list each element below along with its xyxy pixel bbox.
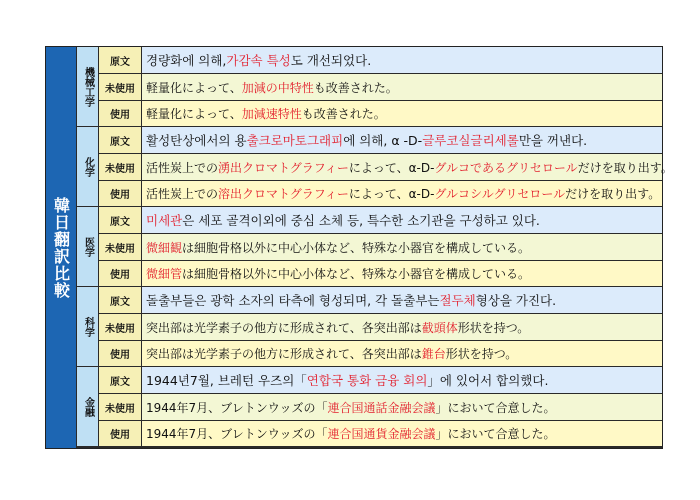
- row-type-label: 使用: [99, 261, 141, 286]
- sentence-text: [142, 207, 662, 233]
- row-type-label: 使用: [99, 341, 141, 366]
- sentence-segment: も改善された。: [301, 107, 386, 121]
- row-type-label: 原文: [99, 127, 141, 153]
- sentence-segment: 경량화에 의해,: [146, 53, 227, 68]
- highlighted-term: 연합국 통화 금융 회의: [306, 373, 428, 388]
- sentence-text: [142, 314, 662, 340]
- sentence-segment: 돌출부들은 광학 소자의 타측에 형성되며, 각 돌출부는: [146, 293, 440, 308]
- table-row: [99, 181, 662, 206]
- side-title: 韓日翻訳比較: [46, 47, 76, 448]
- sentence-text: [142, 47, 662, 73]
- sentence-text: [142, 367, 662, 393]
- table-row: [99, 314, 662, 340]
- sentence-segment: 形状を持つ。: [445, 347, 518, 361]
- highlighted-term: 加減速特性: [241, 107, 302, 121]
- highlighted-term: 連合国通貨金融会議: [327, 427, 436, 441]
- highlighted-term: 連合国通話金融会議: [327, 400, 436, 415]
- table-row: [99, 341, 662, 366]
- sentence-segment: は細胞骨格以外に中心小体など、特殊な小器官を構成している。: [182, 267, 531, 281]
- highlighted-term: 가감속 특성: [226, 53, 291, 68]
- sentence-segment: だけを取り出す。: [565, 187, 661, 201]
- sentence-segment: 에 의해, α -D-: [343, 133, 423, 148]
- highlighted-term: 微細管: [146, 267, 183, 281]
- highlighted-term: 微細観: [146, 240, 183, 255]
- sentence-segment: は細胞骨格以外に中心小体など、特殊な小器官を構成している。: [182, 240, 531, 255]
- highlighted-term: 절두체: [439, 293, 476, 308]
- sentence-segment: 1944年7月、ブレトンウッズの「: [146, 400, 328, 415]
- highlighted-term: 加減の中特性: [241, 80, 314, 95]
- row-type-label: 未使用: [99, 314, 141, 340]
- highlighted-term: 출크로마토그래피: [246, 133, 344, 148]
- row-type-label: 未使用: [99, 394, 141, 420]
- highlighted-term: 湧出クロマトグラフィー: [218, 160, 349, 175]
- table-row: [99, 421, 662, 446]
- table-row: [99, 74, 662, 100]
- table-row: [99, 394, 662, 420]
- sentence-segment: によって、α-D-: [348, 160, 435, 175]
- table-row: [99, 287, 662, 313]
- sentence-text: [142, 421, 662, 446]
- sentence-segment: 형상을 가진다.: [475, 293, 557, 308]
- row-type-label: 原文: [99, 47, 141, 73]
- row-type-label: 未使用: [99, 154, 141, 180]
- sentence-segment: 」において合意した。: [435, 400, 556, 415]
- sentence-segment: 活性炭上での: [146, 160, 219, 175]
- sentence-segment: 軽量化によって、: [146, 80, 242, 95]
- highlighted-term: 錐台: [421, 347, 446, 361]
- row-type-label: 原文: [99, 367, 141, 393]
- sentence-segment: 突出部は光学素子の他方に形成されて、各突出部は: [146, 347, 422, 361]
- table-row: [99, 207, 662, 233]
- sentence-text: [142, 154, 673, 180]
- sentence-text: [142, 101, 662, 126]
- sentence-segment: 軽量化によって、: [146, 107, 242, 121]
- sentence-segment: 도 개선되었다.: [290, 53, 372, 68]
- sentence-segment: 突出部は光学素子の他方に形成されて、各突出部は: [146, 320, 422, 335]
- sentence-text: [142, 234, 662, 260]
- field-group: [77, 47, 662, 126]
- row-type-label: 未使用: [99, 234, 141, 260]
- sentence-text: [142, 394, 662, 420]
- sentence-text: [142, 74, 662, 100]
- table-row: [99, 127, 662, 153]
- table-row: [99, 261, 662, 286]
- field-label: 科学: [77, 287, 98, 366]
- sentence-segment: 」에 있어서 합의했다.: [427, 373, 549, 388]
- field-label: 化学: [77, 127, 98, 206]
- sentence-segment: 1944年7月、ブレトンウッズの「: [146, 427, 328, 441]
- sentence-segment: 만을 꺼낸다.: [518, 133, 588, 148]
- row-type-label: 未使用: [99, 74, 141, 100]
- table-row: [99, 101, 662, 126]
- highlighted-term: グルコであるグリセロール: [434, 160, 578, 175]
- sentence-segment: 은 세포 골격이외에 중심 소체 등, 특수한 소기관을 구성하고 있다.: [182, 213, 540, 228]
- row-type-label: 使用: [99, 421, 141, 446]
- highlighted-term: 溶出クロマトグラフィー: [218, 187, 349, 201]
- sentence-segment: 活性炭上での: [146, 187, 219, 201]
- sentence-segment: 1944년7월, 브레턴 우즈의「: [146, 373, 307, 388]
- row-type-label: 使用: [99, 181, 141, 206]
- sentence-text: [142, 127, 662, 153]
- field-group: [77, 207, 662, 286]
- sentence-text: [142, 341, 662, 366]
- row-type-label: 原文: [99, 207, 141, 233]
- sentence-segment: によって、α-D-: [348, 187, 435, 201]
- sentence-segment: 」において合意した。: [435, 427, 556, 441]
- highlighted-term: グルコシルグリセロール: [434, 187, 566, 201]
- table-row: [99, 154, 673, 180]
- field-label: 機械工学: [77, 47, 98, 126]
- table-row: [99, 367, 662, 393]
- sentence-text: [142, 287, 662, 313]
- field-label: 金融: [77, 367, 98, 446]
- table-row: [99, 234, 662, 260]
- field-group: [77, 367, 662, 446]
- highlighted-term: 截頭体: [421, 320, 458, 335]
- table-row: [99, 47, 662, 73]
- highlighted-term: 미세관: [146, 213, 183, 228]
- sentence-segment: だけを取り出す。: [577, 160, 673, 175]
- row-type-label: 原文: [99, 287, 141, 313]
- highlighted-term: 글루코실글리세롤: [422, 133, 519, 148]
- sentence-text: [142, 181, 662, 206]
- field-group: [77, 287, 662, 366]
- sentence-segment: も改善された。: [313, 80, 398, 95]
- field-label: 医学: [77, 207, 98, 286]
- sentence-text: [142, 261, 662, 286]
- sentence-segment: 形状を持つ。: [457, 320, 530, 335]
- field-group: [77, 127, 673, 206]
- row-type-label: 使用: [99, 101, 141, 126]
- sentence-segment: 활성탄상에서의 용: [146, 133, 247, 148]
- comparison-table: [45, 46, 673, 449]
